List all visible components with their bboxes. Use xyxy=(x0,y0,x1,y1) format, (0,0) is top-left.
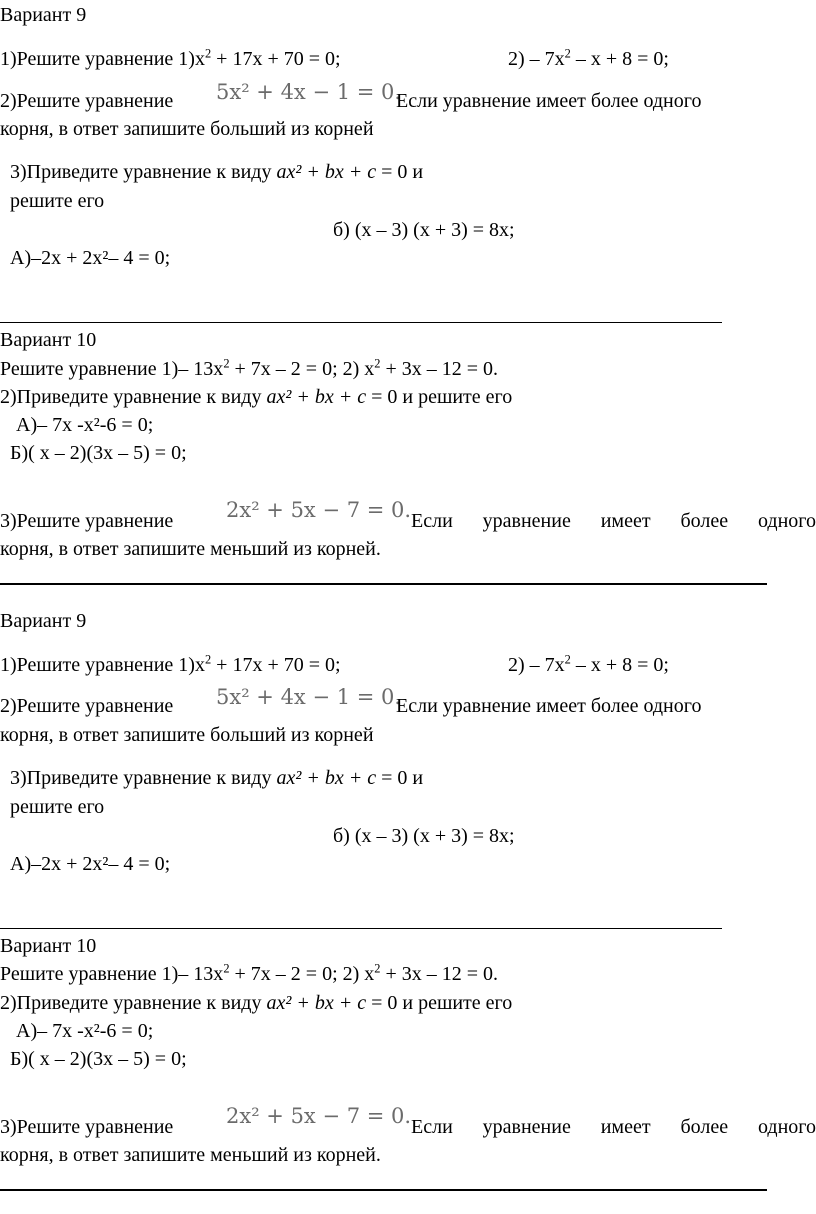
task-3-label: 3)Решите уравнение xyxy=(0,1116,174,1138)
variant-title: Вариант 10 xyxy=(0,935,97,957)
formula-image: 2x² + 5x − 7 = 0. xyxy=(226,1104,412,1128)
task-2-part-a: А)– 7x -x²-6 = 0; xyxy=(16,1020,154,1042)
task-2-tail: Если уравнение имеет более одного xyxy=(396,695,702,717)
task-2-line1: 2)Приведите уравнение к виду ax² + bx + c = 0 и решите его xyxy=(0,386,513,408)
task-3-part-a: А)–2x + 2x²– 4 = 0; xyxy=(10,853,171,875)
formula-image: 2x² + 5x − 7 = 0. xyxy=(226,498,412,522)
task-1-equations: Решите уравнение 1)– $13x^2 + 7x - 2 = 0$; 2) $x^2 + 3x - 12 = 0$. xyxy=(0,961,499,985)
task-2-part-b: Б)( x – 2)(3x – 5) = 0; xyxy=(10,1048,187,1070)
task-2-tail: Если уравнение имеет более одного xyxy=(396,90,702,112)
separator-line xyxy=(0,1189,767,1191)
task-3-line2: решите его xyxy=(10,796,105,818)
task-2-line1: 2)Приведите уравнение к виду ax² + bx + c = 0 и решите его xyxy=(0,992,513,1014)
task-3-part-b: б) (x – 3) (x + 3) = 8x; xyxy=(333,219,515,241)
task-1-equations: Решите уравнение 1)– $13x^2 + 7x - 2 = 0$; 2) $x^2 + 3x - 12 = 0$. xyxy=(0,356,499,380)
variant-title: Вариант 9 xyxy=(0,610,87,632)
formula-image: 5x² + 4x − 1 = 0. xyxy=(216,80,402,104)
task-2-label: 2)Решите уравнение xyxy=(0,695,174,717)
task-3-tail: Если уравнение имеет более одного xyxy=(411,510,816,532)
task-3-line1: 3)Приведите уравнение к виду ax² + bx + c = 0 и xyxy=(10,161,424,183)
variant-title: Вариант 9 xyxy=(0,4,87,26)
task-3-line2: корня, в ответ запишите меньший из корней. xyxy=(0,1144,381,1166)
task-2-line2: корня, в ответ запишите больший из корней xyxy=(0,724,374,746)
separator-line xyxy=(0,583,767,585)
task-2-part-a: А)– 7x -x²-6 = 0; xyxy=(16,414,154,436)
task-3-line2: корня, в ответ запишите меньший из корней. xyxy=(0,538,381,560)
task-2-label: 2)Решите уравнение xyxy=(0,90,174,112)
task-3-line2: решите его xyxy=(10,190,105,212)
task-1-equations: 1)Решите уравнение $1)x^2 + 17x + 70 = 0$; xyxy=(0,652,341,676)
separator-line xyxy=(0,322,722,323)
task-2-part-b: Б)( x – 2)(3x – 5) = 0; xyxy=(10,442,187,464)
task-3-label: 3)Решите уравнение xyxy=(0,510,174,532)
task-1-equation-2: $2) - 7x^2 - x + 8 = 0$; xyxy=(508,652,669,676)
formula-image: 5x² + 4x − 1 = 0. xyxy=(216,685,402,709)
task-1-equation-2: $2) - 7x^2 - x + 8 = 0$; xyxy=(508,46,669,70)
task-3-line1: 3)Приведите уравнение к виду ax² + bx + c = 0 и xyxy=(10,767,424,789)
task-3-tail: Если уравнение имеет более одного xyxy=(411,1116,816,1138)
task-3-part-a: А)–2x + 2x²– 4 = 0; xyxy=(10,247,171,269)
task-1-equations: 1)Решите уравнение $1)x^2 + 17x + 70 = 0$; xyxy=(0,46,341,70)
task-2-line2: корня, в ответ запишите больший из корней xyxy=(0,118,374,140)
variant-title: Вариант 10 xyxy=(0,329,97,351)
separator-line xyxy=(0,928,722,929)
task-3-part-b: б) (x – 3) (x + 3) = 8x; xyxy=(333,825,515,847)
